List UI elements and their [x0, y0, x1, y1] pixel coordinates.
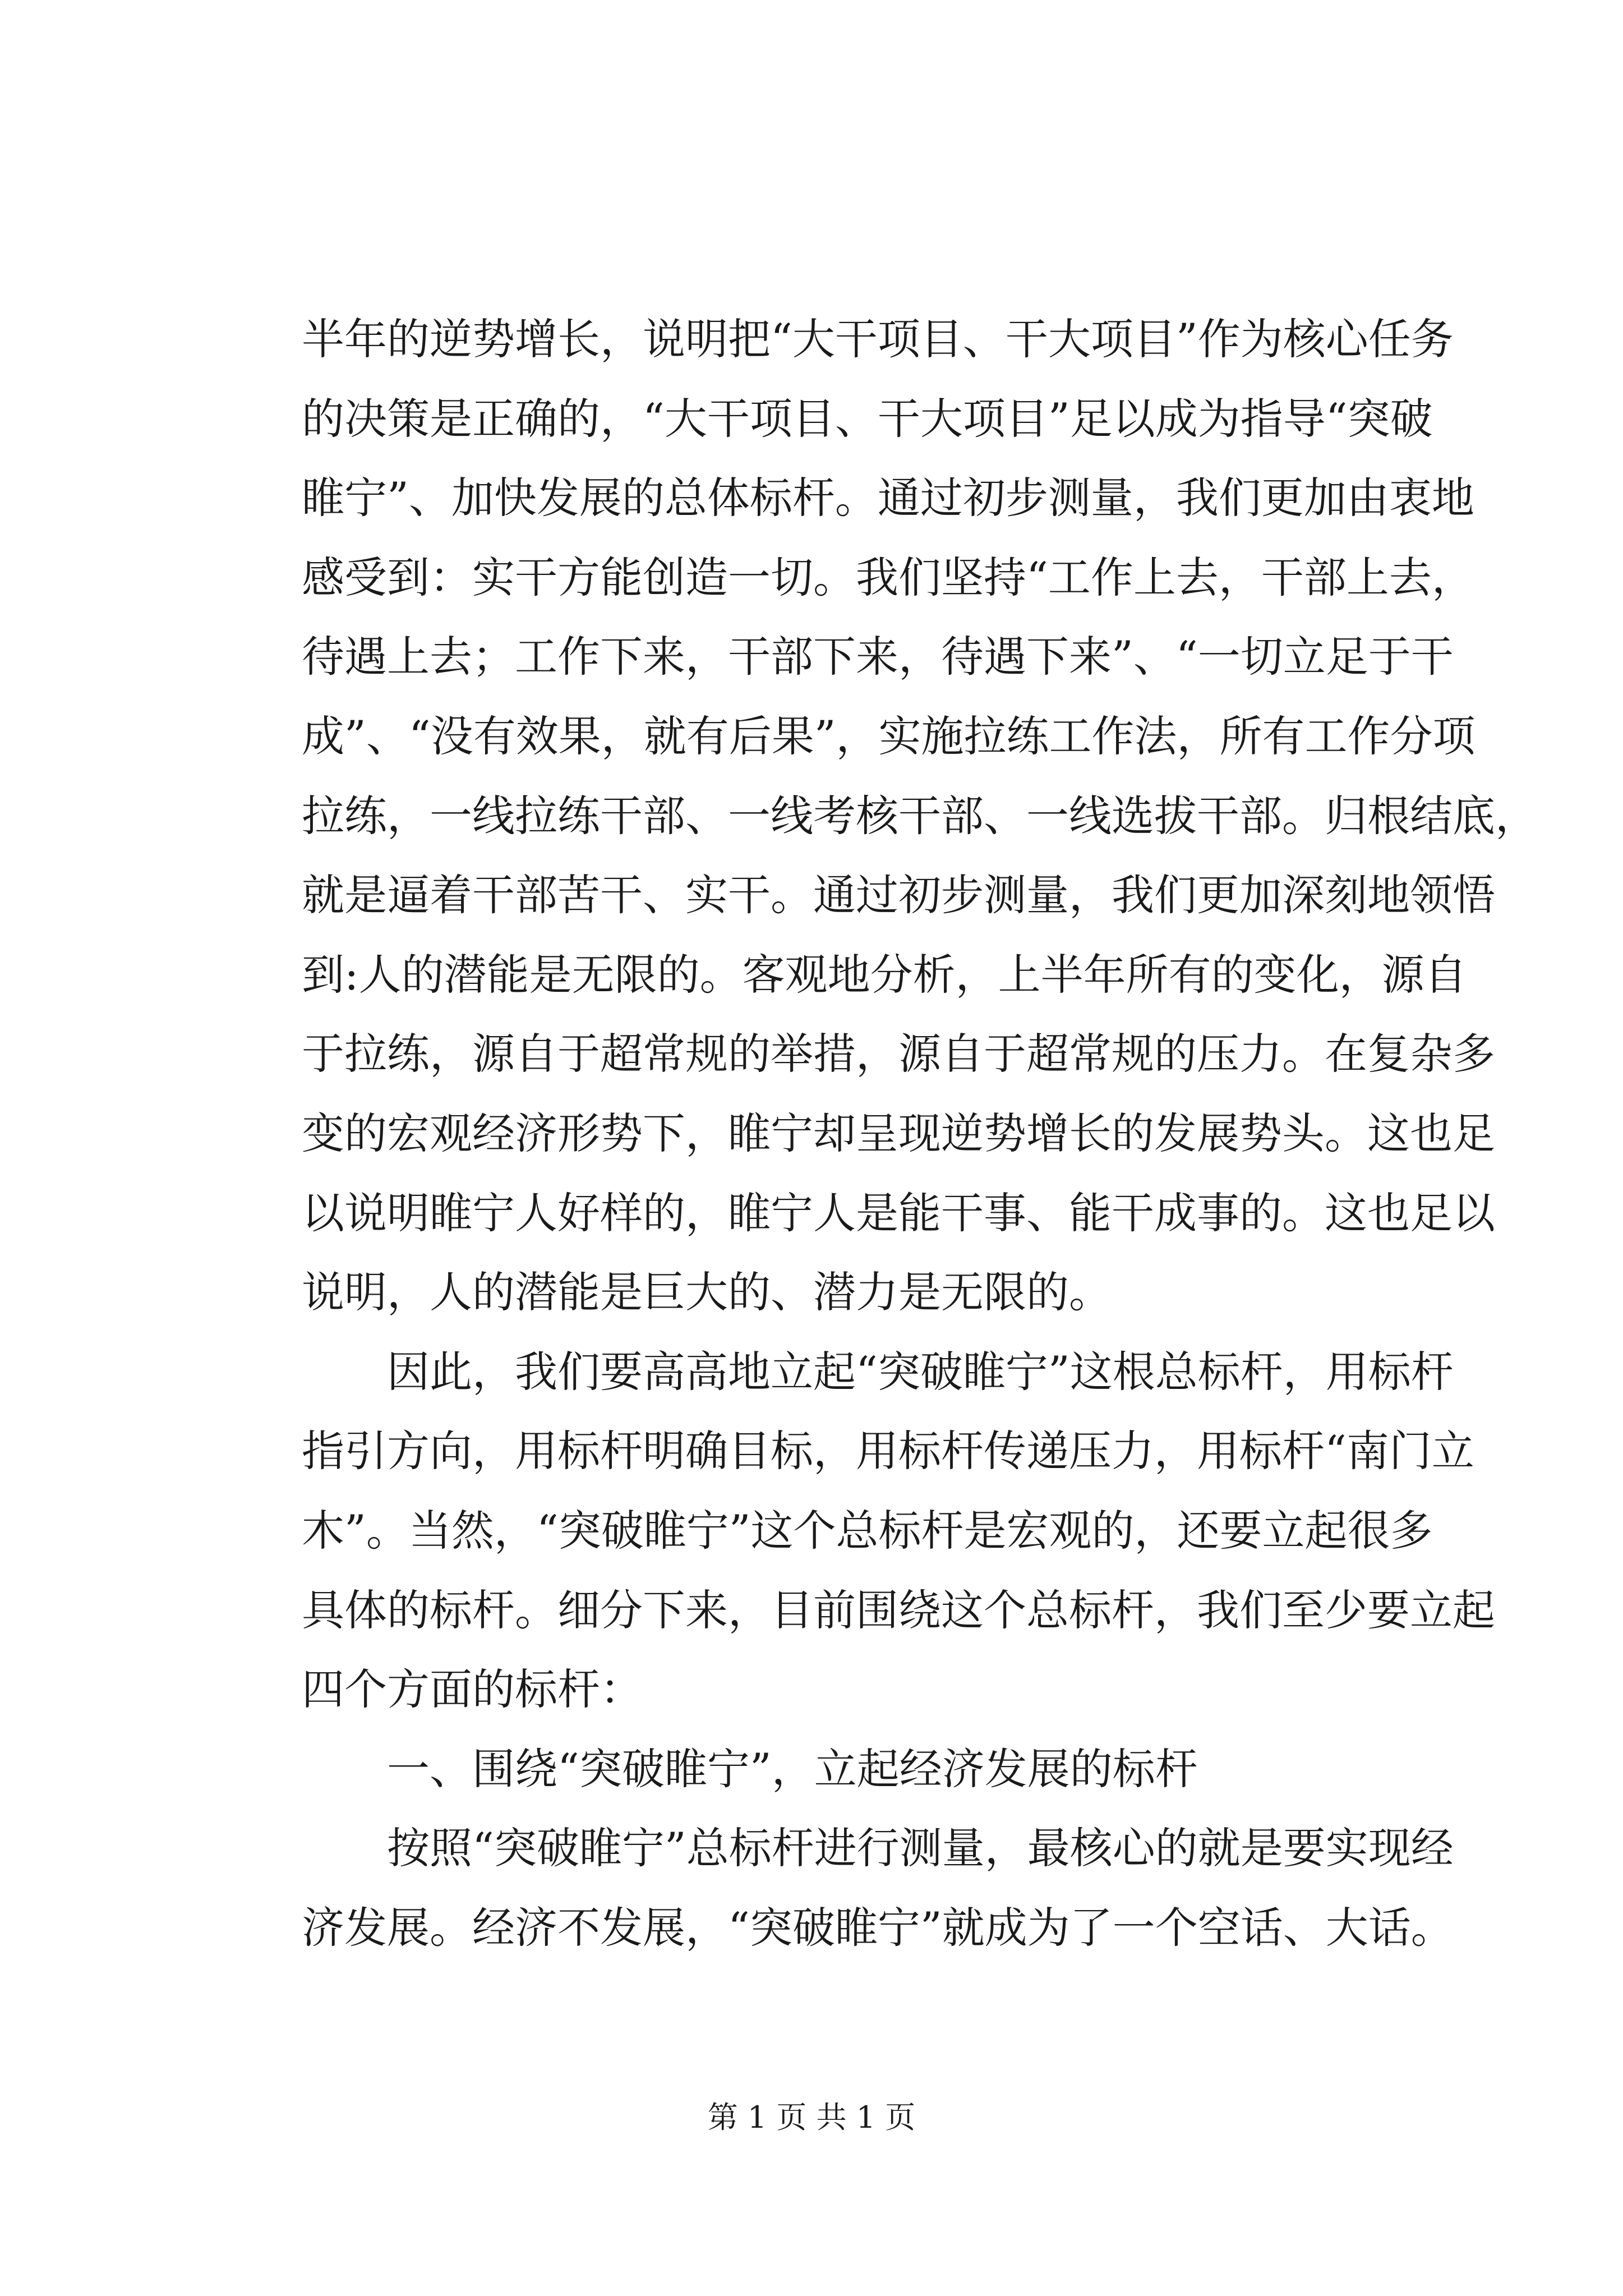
- text-line: 具体的标杆。细分下来，目前围绕这个总标杆，我们至少要立起: [302, 1585, 1495, 1635]
- page-footer: [0, 2098, 1623, 2137]
- text-line: 以说明睢宁人好样的，睢宁人是能干事、能干成事的。这也足以: [302, 1188, 1495, 1238]
- text-line: 指引方向，用标杆明确目标，用标杆传递压力，用标杆“南门立: [302, 1426, 1474, 1476]
- text-line: 拉练，一线拉练干部、一线考核干部、一线选拔干部。归根结底，: [302, 790, 1538, 841]
- paragraph-first-line: 因此，我们要高高地立起“突破睢宁”这根总标杆，用标杆: [387, 1346, 1454, 1397]
- text-line: 的决策是正确的，“大干项目、干大项目”足以成为指导“突破: [302, 393, 1433, 444]
- text-line: 四个方面的标杆：: [302, 1664, 643, 1715]
- paragraph-first-line: 按照“突破睢宁”总标杆进行测量，最核心的就是要实现经: [387, 1823, 1454, 1874]
- document-body: [302, 300, 1538, 1967]
- text-line: 说明，人的潜能是巨大的、潜力是无限的。: [302, 1267, 1112, 1318]
- text-line: 待遇上去；工作下来，干部下来，待遇下来”、“一切立足于干: [302, 632, 1454, 682]
- text-line: 半年的逆势增长，说明把“大干项目、干大项目”作为核心任务: [302, 314, 1454, 364]
- text-line: 于拉练，源自于超常规的举措，源自于超常规的压力。在复杂多: [302, 1029, 1495, 1079]
- text-line: 到:人的潜能是无限的。客观地分析，上半年所有的变化，源自: [302, 949, 1467, 1000]
- text-line: 木”。当然，“突破睢宁”这个总标杆是宏观的，还要立起很多: [302, 1505, 1433, 1556]
- text-line: 睢宁”、加快发展的总体标杆。通过初步测量，我们更加由衷地: [302, 473, 1474, 523]
- text-line: 感受到：实干方能创造一切。我们坚持“工作上去，干部上去，: [302, 552, 1474, 602]
- page-number-label: 第 1 页 共 1 页: [707, 2100, 916, 2135]
- text-line: 就是逼着干部苦干、实干。通过初步测量，我们更加深刻地领悟: [302, 870, 1495, 921]
- text-line: 济发展。经济不发展，“突破睢宁”就成为了一个空话、大话。: [302, 1902, 1454, 1953]
- section-heading: 一、围绕“突破睢宁”，立起经济发展的标杆: [387, 1743, 1198, 1794]
- text-line: 成”、“没有效果，就有后果”，实施拉练工作法，所有工作分项: [302, 711, 1476, 761]
- text-line: 变的宏观经济形势下，睢宁却呈现逆势增长的发展势头。这也足: [302, 1108, 1495, 1158]
